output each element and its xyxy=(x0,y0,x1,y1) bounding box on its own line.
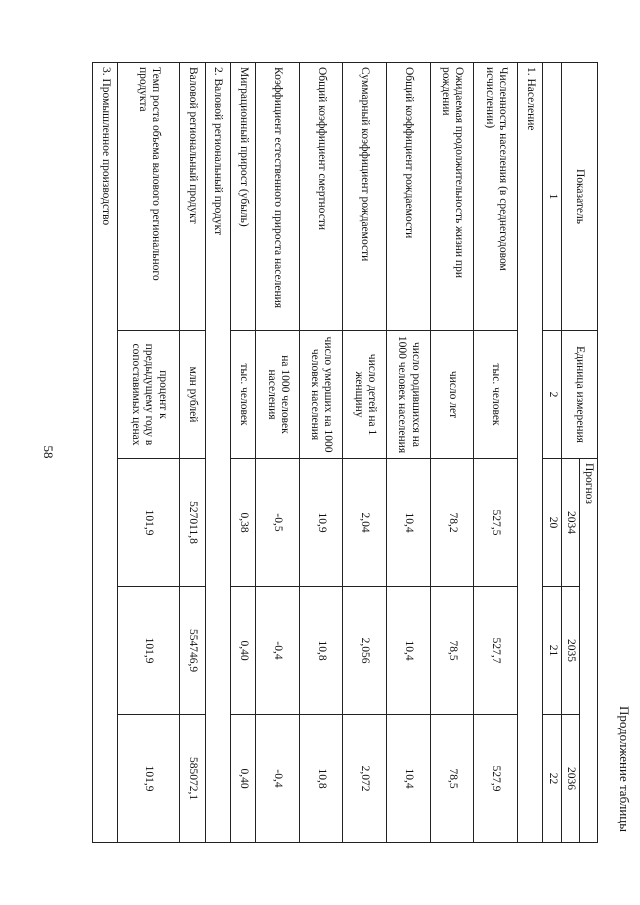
section-label: 3. Промышленное производство xyxy=(93,63,118,843)
value-2036: 585072,1 xyxy=(180,715,205,843)
row-unit: число лет xyxy=(430,331,474,459)
header-unit: Единица измерения xyxy=(561,331,597,459)
header-year-2035: 2035 xyxy=(561,587,579,715)
row-name: Миграционный прирост (убыль) xyxy=(230,63,255,331)
section-label: 2. Валовой региональный продукт xyxy=(205,63,230,843)
table-row xyxy=(256,63,300,843)
value-2034: 10,9 xyxy=(299,459,343,587)
row-name: Численность населения (в среднегодовом исчислении) xyxy=(474,63,518,331)
value-2035: 2,056 xyxy=(343,587,387,715)
col-number-20: 20 xyxy=(543,459,561,587)
table-row xyxy=(387,63,431,843)
value-2036: 0,40 xyxy=(230,715,255,843)
value-2034: 78,2 xyxy=(430,459,474,587)
table-row xyxy=(474,63,518,843)
value-2036: 10,8 xyxy=(299,715,343,843)
row-name: Ожидаемая продолжительность жизни при рождении xyxy=(430,63,474,331)
value-2036: 2,072 xyxy=(343,715,387,843)
row-name: Общий коэффициент рождаемости xyxy=(387,63,431,331)
value-2036: 10,4 xyxy=(387,715,431,843)
row-unit: число детей на 1 женщину xyxy=(343,331,387,459)
table-caption: Продолжение таблицы xyxy=(617,706,632,832)
col-number-22: 22 xyxy=(543,715,561,843)
value-2035: 554746,9 xyxy=(180,587,205,715)
forecast-table xyxy=(92,62,598,843)
row-unit: число умерших на 1000 человек населения xyxy=(299,331,343,459)
header-year-2034: 2034 xyxy=(561,459,579,587)
value-2034: 0,38 xyxy=(230,459,255,587)
value-2034: -0,5 xyxy=(256,459,300,587)
value-2035: 527,7 xyxy=(474,587,518,715)
col-number-21: 21 xyxy=(543,587,561,715)
col-number-1: 1 xyxy=(543,63,561,331)
table-row xyxy=(205,63,230,843)
row-name: Валовой региональный продукт xyxy=(180,63,205,331)
header-forecast: Прогноз xyxy=(579,459,597,843)
table-row xyxy=(343,63,387,843)
row-unit: тыс. человек xyxy=(474,331,518,459)
page-number: 58 xyxy=(41,445,56,459)
row-unit: процент к предыдущему году в сопоставимых ценах xyxy=(118,331,180,459)
value-2036: 78,5 xyxy=(430,715,474,843)
value-2035: 78,5 xyxy=(430,587,474,715)
value-2034: 101,9 xyxy=(118,459,180,587)
value-2034: 527011,8 xyxy=(180,459,205,587)
value-2035: 0,40 xyxy=(230,587,255,715)
section-label: 1. Население xyxy=(518,63,543,843)
table-row xyxy=(518,63,543,843)
value-2035: 10,4 xyxy=(387,587,431,715)
col-number-2: 2 xyxy=(543,331,561,459)
row-unit: млн рублей xyxy=(180,331,205,459)
row-unit: тыс. человек xyxy=(230,331,255,459)
row-name: Коэффициент естественного прироста населения xyxy=(256,63,300,331)
row-name: Общий коэффициент смертности xyxy=(299,63,343,331)
value-2035: 10,8 xyxy=(299,587,343,715)
value-2035: -0,4 xyxy=(256,587,300,715)
value-2035: 101,9 xyxy=(118,587,180,715)
table-row xyxy=(180,63,205,843)
table-row xyxy=(430,63,474,843)
value-2036: 527,9 xyxy=(474,715,518,843)
value-2034: 2,04 xyxy=(343,459,387,587)
header-year-2036: 2036 xyxy=(561,715,579,843)
value-2036: 101,9 xyxy=(118,715,180,843)
value-2036: -0,4 xyxy=(256,715,300,843)
table-row xyxy=(230,63,255,843)
table-row xyxy=(299,63,343,843)
rotated-table-page xyxy=(92,62,632,842)
value-2034: 527,5 xyxy=(474,459,518,587)
table-row xyxy=(93,63,118,843)
header-indicator: Показатель xyxy=(561,63,597,331)
row-name: Суммарный коэффициент рождаемости xyxy=(343,63,387,331)
table-row xyxy=(118,63,180,843)
row-name: Темп роста объема валового регионального продукта xyxy=(118,63,180,331)
row-unit: число родившихся на 1000 человек населения xyxy=(387,331,431,459)
row-unit: на 1000 человек населения xyxy=(256,331,300,459)
value-2034: 10,4 xyxy=(387,459,431,587)
